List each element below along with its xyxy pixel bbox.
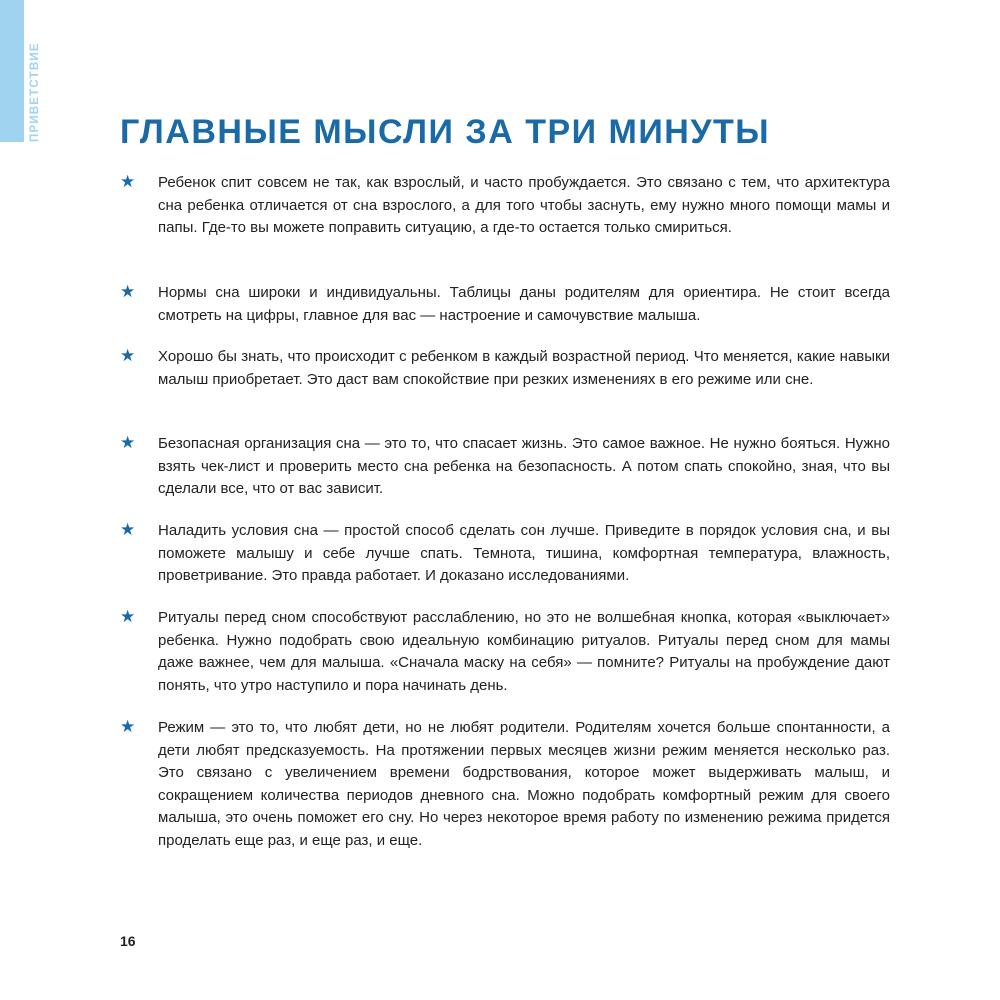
bullet-text: Нормы сна широки и индивидуальны. Таблицы даны родителям для ориентира. Не стоит всегда смотреть на цифры, главное для вас — настроение и самочувствие малыша. bbox=[158, 284, 890, 324]
bullet-text: Ребенок спит совсем не так, как взрослый, и часто пробуждается. Это связано с тем, что архитектура сна ребенка отличается от сна взрослого, а для того чтобы заснуть, ему нужно много помощи мамы и папы. Где-то вы можете поправить ситуацию, а где-то остается только смириться. bbox=[158, 174, 890, 237]
bullet-item bbox=[120, 282, 890, 327]
star-icon: ★ bbox=[120, 172, 136, 191]
star-icon: ★ bbox=[120, 433, 136, 452]
bullet-text: Хорошо бы знать, что происходит с ребенком в каждый возрастной период. Что меняется, какие навыки малыш приобретает. Это даст вам спокойствие при резких изменениях в его режиме или сне. bbox=[158, 348, 890, 388]
bullet-item bbox=[120, 607, 890, 697]
bullet-item bbox=[120, 346, 890, 391]
section-label: ПРИВЕТСТВИЕ bbox=[29, 42, 41, 142]
bullet-text: Безопасная организация сна — это то, что спасает жизнь. Это самое важное. Не нужно бояться. Нужно взять чек-лист и проверить место сна ребенка на безопасность. А потом спать спокойно, зная, что вы сделали все, что от вас зависит. bbox=[158, 435, 890, 498]
star-icon: ★ bbox=[120, 520, 136, 539]
bullet-item bbox=[120, 172, 890, 240]
star-icon: ★ bbox=[120, 282, 136, 301]
bullet-item bbox=[120, 520, 890, 588]
page-number: 16 bbox=[120, 933, 136, 949]
bullet-text: Ритуалы перед сном способствуют расслаблению, но это не волшебная кнопка, которая «выключает» ребенка. Нужно подобрать свою идеальную комбинацию ритуалов. Ритуалы перед сном для мамы даже важнее, чем для малыша. «Сначала маску на себя» — помните? Ритуалы на пробуждение дают понять, что утро наступило и пора начинать день. bbox=[158, 609, 890, 694]
bullet-item bbox=[120, 433, 890, 501]
bullet-text: Режим — это то, что любят дети, но не любят родители. Родителям хочется больше спонтанности, а дети любят предсказуемость. На протяжении первых месяцев жизни режим меняется несколько раз. Это связано с увеличением времени бодрствования, которое может выдерживать малыш, и сокращением количества периодов дневного сна. Можно подобрать комфортный режим для своего малыша, это очень поможет его сну. Но через некоторое время работу по изменению режима придется проделать еще раз, и еще раз, и еще. bbox=[158, 719, 890, 849]
page-title: ГЛАВНЫЕ МЫСЛИ ЗА ТРИ МИНУТЫ bbox=[120, 113, 771, 151]
star-icon: ★ bbox=[120, 717, 136, 736]
bullet-text: Наладить условия сна — простой способ сделать сон лучше. Приведите в порядок условия сна, и вы поможете малышу и себе лучше спать. Темнота, тишина, комфортная температура, влажность, проветривание. Это правда работает. И доказано исследованиями. bbox=[158, 522, 890, 585]
section-tab bbox=[0, 0, 24, 142]
star-icon: ★ bbox=[120, 346, 136, 365]
star-icon: ★ bbox=[120, 607, 136, 626]
bullet-item bbox=[120, 717, 890, 853]
